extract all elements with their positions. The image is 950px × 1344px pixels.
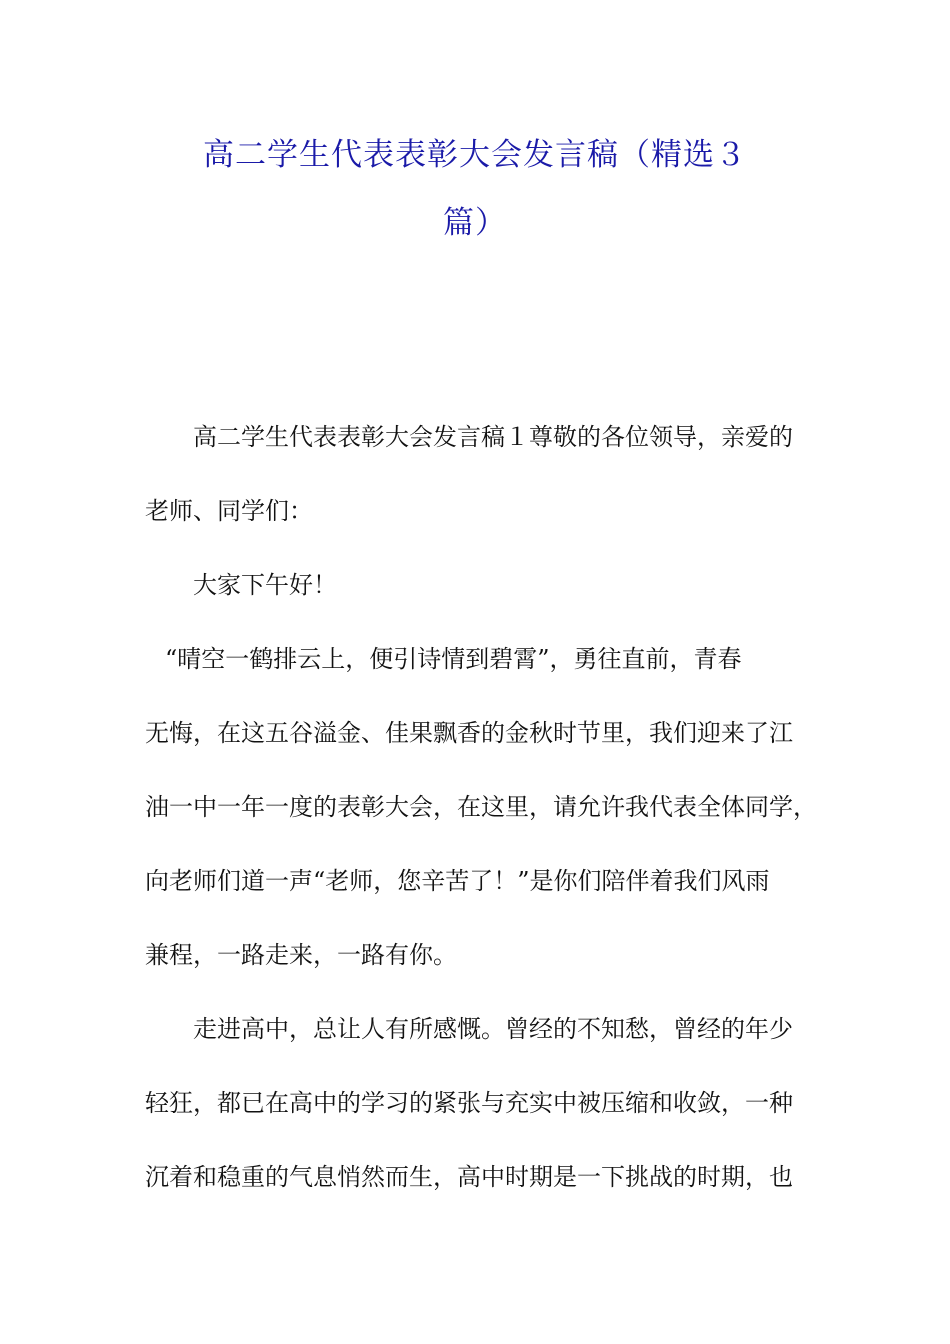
document-title-line-2: 篇） xyxy=(443,205,507,241)
document-title-line-1: 高二学生代表表彰大会发言稿（精选３ xyxy=(203,137,747,173)
paragraph-line-10: 轻狂，都已在高中的学习的紧张与充实中被压缩和收敛，一种 xyxy=(145,1089,793,1117)
paragraph-line-4: “晴空一鹤排云上，便引诗情到碧霄”，勇往直前，青春 xyxy=(165,645,742,673)
paragraph-line-2: 老师、同学们： xyxy=(145,497,313,525)
paragraph-line-11: 沉着和稳重的气息悄然而生，高中时期是一下挑战的时期，也 xyxy=(145,1163,793,1191)
paragraph-line-8: 兼程，一路走来，一路有你。 xyxy=(145,941,457,969)
paragraph-line-7: 向老师们道一声“老师，您辛苦了！”是你们陪伴着我们风雨 xyxy=(145,867,770,895)
paragraph-line-9: 走进高中，总让人有所感慨。曾经的不知愁，曾经的年少 xyxy=(193,1015,793,1043)
paragraph-line-5: 无悔，在这五谷溢金、佳果飘香的金秋时节里，我们迎来了江 xyxy=(145,719,793,747)
paragraph-line-3: 大家下午好！ xyxy=(193,571,337,599)
paragraph-line-6: 油一中一年一度的表彰大会，在这里，请允许我代表全体同学， xyxy=(145,793,817,821)
paragraph-line-1: 高二学生代表表彰大会发言稿１尊敬的各位领导，亲爱的 xyxy=(193,423,793,451)
